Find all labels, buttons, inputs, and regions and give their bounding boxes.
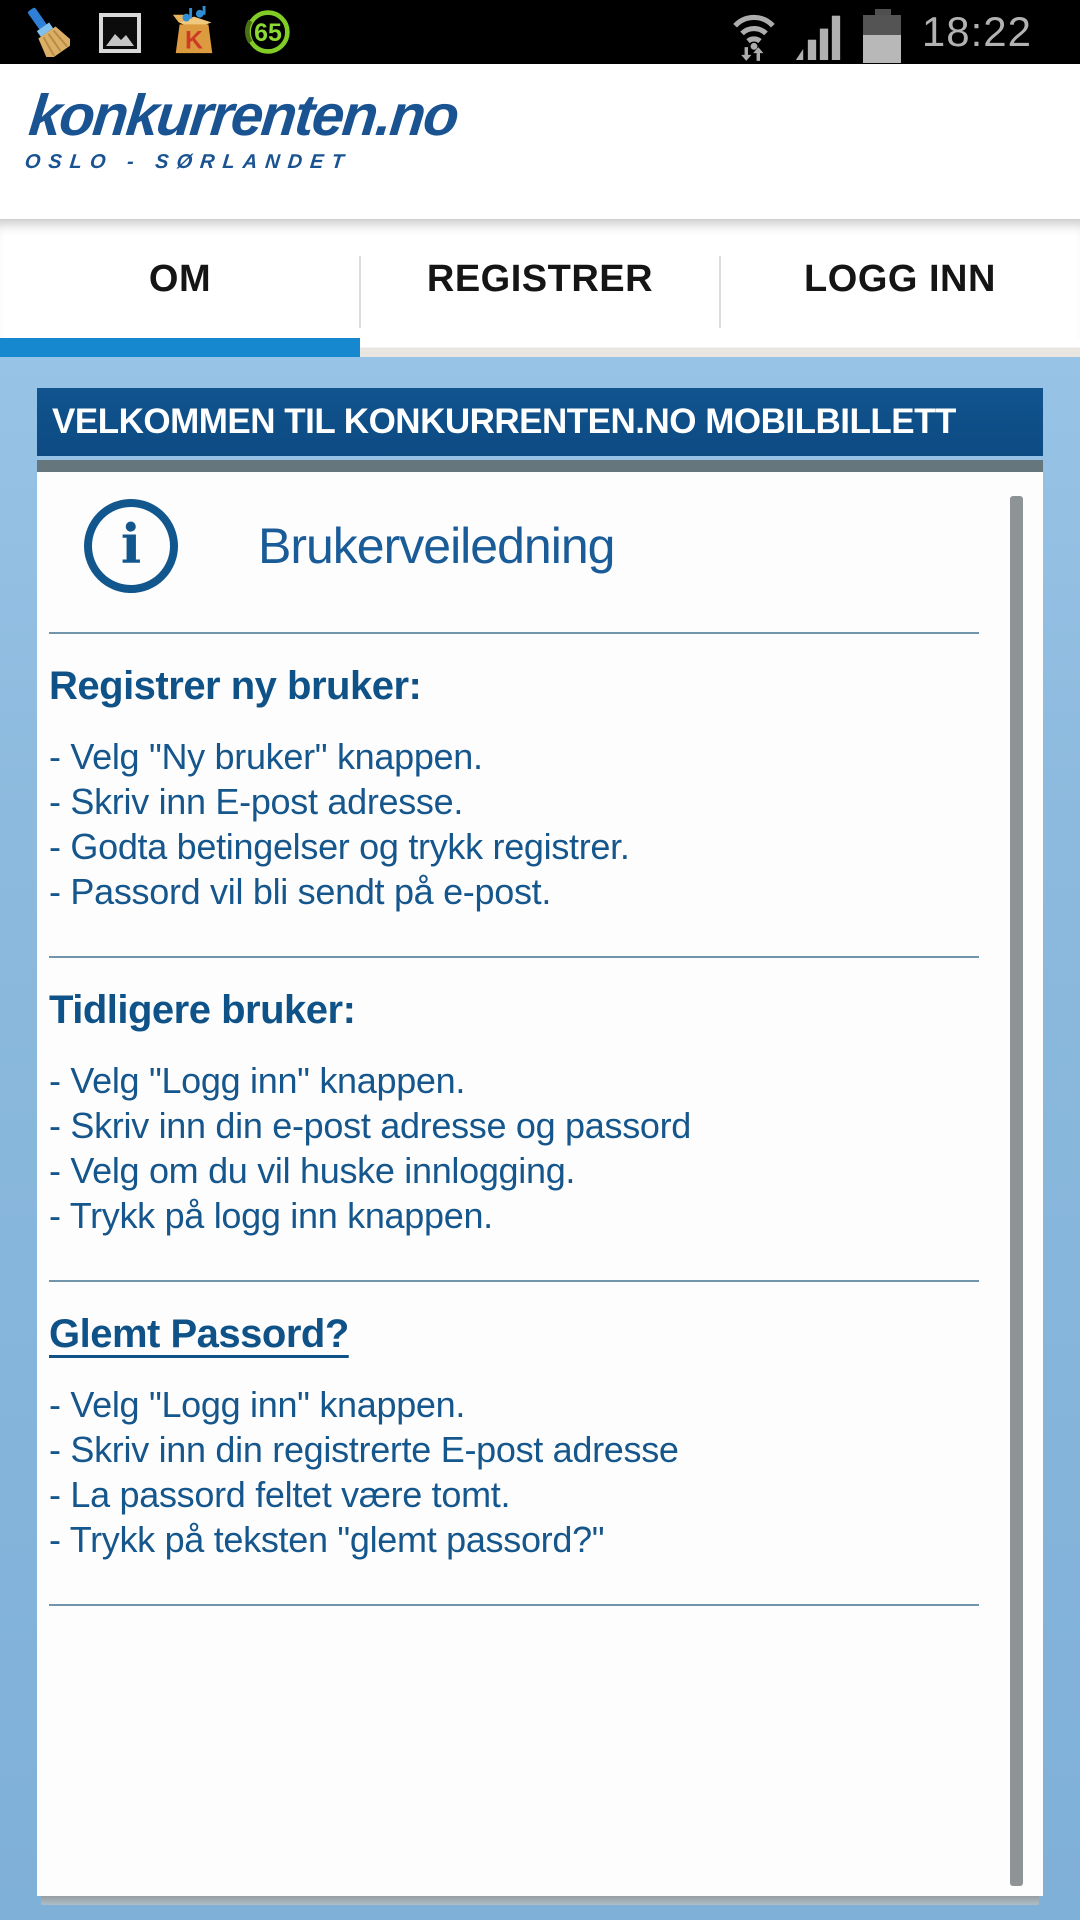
info-icon-letter: i: [120, 512, 142, 576]
guide-item: - Skriv inn din e-post adresse og passord: [49, 1105, 692, 1146]
guide-item: - La passord feltet være tomt.: [49, 1474, 511, 1515]
battery-saver-icon: [244, 6, 292, 58]
info-icon: [84, 499, 178, 593]
guide-item: - Velg "Logg inn" knappen.: [49, 1384, 466, 1425]
divider: [49, 956, 979, 958]
signal-icon: [794, 10, 842, 62]
section-forgot-password: [49, 1312, 979, 1562]
section-heading: Glemt Passord?: [49, 1312, 349, 1356]
inactive-tab-underline: [360, 338, 1080, 357]
app-box-icon: [170, 6, 218, 58]
divider: [49, 1604, 979, 1606]
status-time: 18:22: [921, 8, 1032, 55]
status-bar: [0, 0, 1080, 64]
section-items: [49, 1382, 979, 1562]
guide-item: - Velg om du vil huske innlogging.: [49, 1150, 576, 1191]
tab-registrer[interactable]: REGISTRER: [360, 220, 720, 338]
guide-item: - Godta betingelser og trykk registrer.: [49, 826, 630, 867]
divider: [49, 1280, 979, 1282]
guide-panel: [37, 472, 1043, 1896]
section-heading: Registrer ny bruker:: [49, 664, 422, 708]
section-items: [49, 1058, 979, 1238]
section-heading: Tidligere bruker:: [49, 988, 356, 1032]
page-background: [0, 357, 1080, 1920]
section-register-new-user: [49, 664, 979, 914]
guide-item: - Trykk på teksten "glemt passord?": [49, 1519, 605, 1560]
welcome-banner: [37, 388, 1043, 456]
tab-om[interactable]: OM: [148, 257, 212, 300]
guide-item: - Skriv inn din registrerte E-post adresse: [49, 1429, 679, 1470]
tab-bar: [0, 219, 1080, 338]
divider: [49, 632, 979, 634]
status-bar-notification-icons: [22, 6, 292, 58]
guide-item: - Velg "Ny bruker" knappen.: [49, 736, 483, 777]
wifi-icon: [730, 10, 778, 62]
guide-item: - Skriv inn E-post adresse.: [49, 781, 464, 822]
logo-konkurrenten: konkurrenten.no: [26, 83, 461, 148]
battery-saver-value: 65: [254, 19, 282, 48]
app-box-letter: K: [184, 26, 204, 55]
section-items: [49, 734, 979, 914]
broom-icon: [22, 6, 70, 58]
guide-item: - Velg "Logg inn" knappen.: [49, 1060, 466, 1101]
scrollbar[interactable]: [1010, 496, 1023, 1886]
guide-title: Brukerveiledning: [258, 518, 615, 574]
tab-logg-inn[interactable]: LOGG INN: [720, 220, 1080, 338]
section-existing-user: [49, 988, 979, 1238]
guide-item: - Passord vil bli sendt på e-post.: [49, 871, 552, 912]
guide-item: - Trykk på logg inn knappen.: [49, 1195, 493, 1236]
logo-subtitle: OSLO - SØRLANDET: [23, 151, 353, 173]
app-header: [0, 64, 1080, 219]
guide-header: [84, 499, 979, 593]
banner-shadow-strip: [37, 460, 1043, 472]
active-tab-indicator: [0, 338, 360, 357]
tab-indicator-row: [0, 338, 1080, 357]
battery-icon: [858, 10, 906, 62]
status-bar-system-icons: [730, 2, 1080, 62]
gallery-icon: [96, 6, 144, 58]
welcome-banner-text: VELKOMMEN TIL KONKURRENTEN.NO MOBILBILLETT: [52, 402, 956, 441]
panel-bottom-shadow: [41, 1896, 1039, 1905]
